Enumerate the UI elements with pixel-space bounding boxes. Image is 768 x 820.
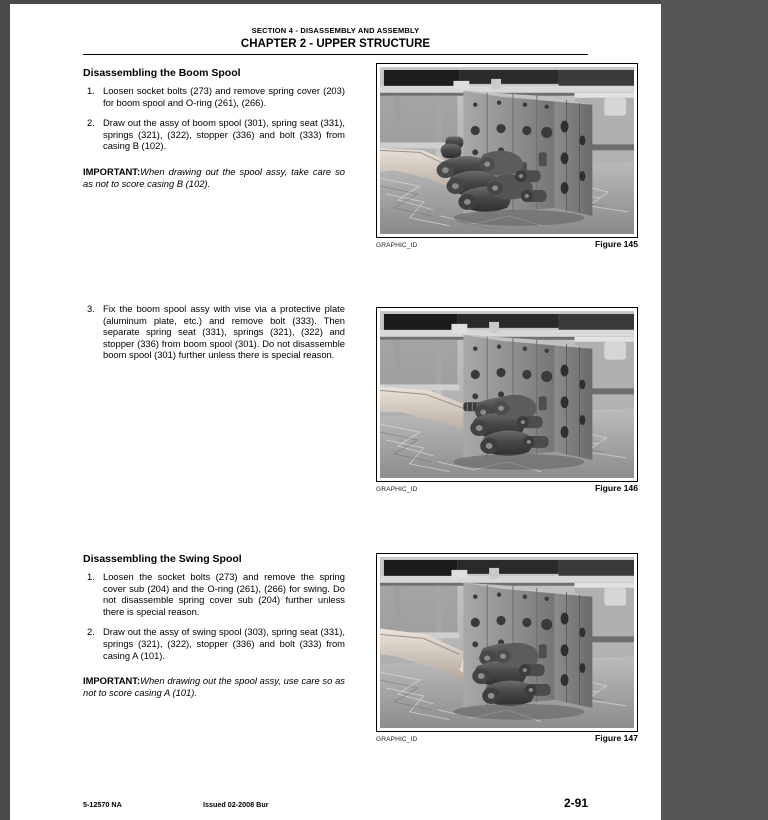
text-block-boom-spool-step3 (83, 303, 345, 361)
important-note-swing-spool (83, 675, 345, 698)
text-block-boom-spool (83, 67, 345, 189)
viewer-left-bar (0, 0, 10, 820)
graphic-id-label: GRAPHIC_ID (376, 485, 418, 493)
figure-145 (376, 63, 638, 249)
step-text: Draw out the assy of swing spool (303), spring seat (331), springs (321), (322), stopper (336) and bolt (333) from casing A (101). (103, 626, 345, 661)
figure-146 (376, 307, 638, 493)
page-footer (83, 796, 588, 810)
list-item (83, 85, 345, 108)
step-list-boom-spool (83, 85, 345, 152)
graphic-id-label: GRAPHIC_ID (376, 241, 418, 249)
header-divider-rule (83, 54, 588, 55)
footer-document-number: 5-12570 NA (83, 800, 122, 809)
footer-page-number: 2-91 (563, 796, 588, 810)
step-text: Loosen socket bolts (273) and remove spring cover (203) for boom spool and O-ring (261), (266). (103, 85, 345, 108)
list-item (83, 626, 345, 661)
page-header (10, 26, 661, 51)
section-heading-boom-spool: Disassembling the Boom Spool (83, 67, 241, 79)
figure-frame (376, 63, 638, 238)
hydraulic-valve-block-photo (380, 557, 634, 728)
step-text: Loosen the socket bolts (273) and remove the spring cover sub (204) and the O-ring (261), (266) for swing. Do not disassemble spring cover sub (204) further unless there is special reason. (103, 571, 345, 617)
important-text: When drawing out the spool assy, take care so as not to score casing B (102). (83, 165, 345, 189)
hydraulic-valve-block-photo (380, 311, 634, 478)
step-list-boom-spool-continued (83, 303, 345, 361)
figure-frame (376, 553, 638, 732)
graphic-id-label: GRAPHIC_ID (376, 735, 418, 743)
figure-caption (376, 483, 638, 493)
step-number: 3. (87, 303, 95, 314)
figure-number-label: Figure 147 (595, 732, 638, 743)
text-block-swing-spool (83, 553, 345, 698)
section-heading-swing-spool: Disassembling the Swing Spool (83, 553, 242, 565)
list-item (83, 303, 345, 361)
step-number: 2. (87, 117, 95, 129)
figure-number-label: Figure 146 (595, 482, 638, 493)
step-list-swing-spool (83, 571, 345, 661)
important-label: IMPORTANT: (83, 165, 141, 177)
step-number: 2. (87, 626, 95, 638)
footer-issue-date: Issued 02-2008 Bur (203, 800, 269, 809)
hydraulic-valve-block-photo (380, 67, 634, 234)
list-item (83, 571, 345, 617)
figure-number-label: Figure 145 (595, 238, 638, 249)
header-chapter-title: CHAPTER 2 - UPPER STRUCTURE (240, 38, 431, 50)
step-text: Fix the boom spool assy with vise via a protective plate (aluminum plate, etc.) and remove bolt (333). Then separate spring seat (331), springs (321), (322) and stopper (336) from boom spool (301). Do not disassemble boom spool (301) further unless there is special reason. (103, 303, 345, 361)
step-text: Draw out the assy of boom spool (301), spring seat (331), springs (321), (322), stopper (336) and bolt (333) from casing B (102). (103, 117, 345, 152)
header-section-title: SECTION 4 - DISASSEMBLY AND ASSEMBLY (251, 26, 420, 35)
document-page (10, 4, 661, 820)
figure-frame (376, 307, 638, 482)
viewer-right-pane (661, 0, 768, 820)
figure-caption (376, 239, 638, 249)
figure-caption (376, 733, 638, 743)
figure-147 (376, 553, 638, 743)
important-text: When drawing out the spool assy, use care so as not to score casing A (101). (83, 675, 345, 698)
list-item (83, 117, 345, 152)
important-note-boom-spool (83, 166, 345, 189)
step-number: 1. (87, 85, 95, 96)
important-label: IMPORTANT: (83, 675, 141, 687)
step-number: 1. (87, 571, 95, 582)
